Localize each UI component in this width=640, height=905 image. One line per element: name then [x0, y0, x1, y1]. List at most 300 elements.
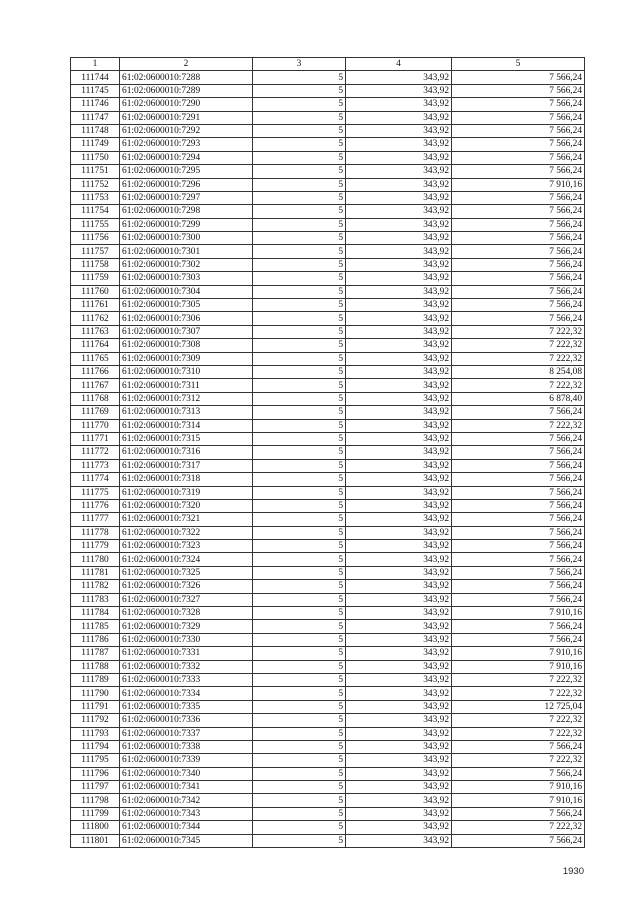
value-cell-3: 5	[253, 178, 346, 191]
cadastral-number-cell: 61:02:0600010:7314	[120, 419, 253, 432]
header-row	[71, 58, 585, 71]
table-row	[71, 673, 585, 686]
value-cell-5: 7 566,24	[452, 232, 585, 245]
value-cell-5: 7 566,24	[452, 218, 585, 231]
value-cell-3: 5	[253, 767, 346, 780]
row-number-cell: 111793	[71, 727, 120, 740]
value-cell-4: 343,92	[346, 258, 452, 271]
value-cell-3: 5	[253, 352, 346, 365]
value-cell-4: 343,92	[346, 620, 452, 633]
value-cell-3: 5	[253, 165, 346, 178]
value-cell-3: 5	[253, 218, 346, 231]
cadastral-number-cell: 61:02:0600010:7291	[120, 111, 253, 124]
cadastral-number-cell: 61:02:0600010:7298	[120, 205, 253, 218]
value-cell-4: 343,92	[346, 473, 452, 486]
table-row	[71, 124, 585, 137]
value-cell-4: 343,92	[346, 406, 452, 419]
value-cell-5: 7 566,24	[452, 620, 585, 633]
value-cell-4: 343,92	[346, 647, 452, 660]
row-number-cell: 111778	[71, 526, 120, 539]
value-cell-4: 343,92	[346, 714, 452, 727]
row-number-cell: 111795	[71, 754, 120, 767]
value-cell-5: 7 566,24	[452, 499, 585, 512]
value-cell-5: 7 566,24	[452, 312, 585, 325]
value-cell-4: 343,92	[346, 794, 452, 807]
value-cell-3: 5	[253, 392, 346, 405]
row-number-cell: 111769	[71, 406, 120, 419]
value-cell-4: 343,92	[346, 660, 452, 673]
value-cell-4: 343,92	[346, 205, 452, 218]
value-cell-4: 343,92	[346, 245, 452, 258]
value-cell-5: 7 566,24	[452, 740, 585, 753]
value-cell-3: 5	[253, 566, 346, 579]
value-cell-5: 7 566,24	[452, 593, 585, 606]
value-cell-4: 343,92	[346, 339, 452, 352]
value-cell-4: 343,92	[346, 513, 452, 526]
value-cell-5: 7 222,32	[452, 339, 585, 352]
value-cell-5: 7 910,16	[452, 178, 585, 191]
cadastral-number-cell: 61:02:0600010:7336	[120, 714, 253, 727]
cadastral-number-cell: 61:02:0600010:7344	[120, 821, 253, 834]
cadastral-number-cell: 61:02:0600010:7311	[120, 379, 253, 392]
column-header-2: 2	[120, 58, 253, 71]
value-cell-4: 343,92	[346, 486, 452, 499]
value-cell-3: 5	[253, 673, 346, 686]
value-cell-4: 343,92	[346, 807, 452, 820]
cadastral-number-cell: 61:02:0600010:7332	[120, 660, 253, 673]
table-row	[71, 191, 585, 204]
value-cell-3: 5	[253, 754, 346, 767]
row-number-cell: 111776	[71, 499, 120, 512]
table-row	[71, 205, 585, 218]
value-cell-3: 5	[253, 419, 346, 432]
table-row	[71, 473, 585, 486]
row-number-cell: 111782	[71, 580, 120, 593]
value-cell-4: 343,92	[346, 191, 452, 204]
value-cell-3: 5	[253, 714, 346, 727]
cadastral-number-cell: 61:02:0600010:7341	[120, 781, 253, 794]
value-cell-3: 5	[253, 191, 346, 204]
column-header-1: 1	[71, 58, 120, 71]
cadastral-number-cell: 61:02:0600010:7310	[120, 365, 253, 378]
value-cell-3: 5	[253, 834, 346, 847]
row-number-cell: 111755	[71, 218, 120, 231]
cadastral-number-cell: 61:02:0600010:7299	[120, 218, 253, 231]
table-row	[71, 553, 585, 566]
value-cell-3: 5	[253, 580, 346, 593]
row-number-cell: 111785	[71, 620, 120, 633]
row-number-cell: 111770	[71, 419, 120, 432]
value-cell-4: 343,92	[346, 540, 452, 553]
value-cell-5: 7 910,16	[452, 607, 585, 620]
page-number: 1930	[562, 866, 584, 877]
table-row	[71, 406, 585, 419]
value-cell-5: 7 566,24	[452, 138, 585, 151]
value-cell-4: 343,92	[346, 459, 452, 472]
value-cell-3: 5	[253, 687, 346, 700]
value-cell-5: 7 566,24	[452, 98, 585, 111]
value-cell-5: 7 566,24	[452, 71, 585, 84]
table-row	[71, 526, 585, 539]
cadastral-number-cell: 61:02:0600010:7328	[120, 607, 253, 620]
value-cell-3: 5	[253, 111, 346, 124]
table-row	[71, 98, 585, 111]
table-row	[71, 513, 585, 526]
value-cell-3: 5	[253, 740, 346, 753]
table-row	[71, 71, 585, 84]
row-number-cell: 111759	[71, 272, 120, 285]
row-number-cell: 111761	[71, 299, 120, 312]
value-cell-4: 343,92	[346, 419, 452, 432]
value-cell-5: 7 566,24	[452, 151, 585, 164]
value-cell-5: 7 566,24	[452, 84, 585, 97]
cadastral-number-cell: 61:02:0600010:7304	[120, 285, 253, 298]
value-cell-3: 5	[253, 124, 346, 137]
value-cell-5: 7 910,16	[452, 660, 585, 673]
value-cell-5: 7 222,32	[452, 754, 585, 767]
value-cell-5: 7 566,24	[452, 767, 585, 780]
value-cell-4: 343,92	[346, 352, 452, 365]
row-number-cell: 111763	[71, 325, 120, 338]
value-cell-5: 7 566,24	[452, 513, 585, 526]
table-row	[71, 714, 585, 727]
value-cell-3: 5	[253, 781, 346, 794]
table-row	[71, 834, 585, 847]
value-cell-5: 7 910,16	[452, 647, 585, 660]
register-table	[70, 57, 585, 848]
value-cell-3: 5	[253, 446, 346, 459]
value-cell-3: 5	[253, 607, 346, 620]
table-row	[71, 111, 585, 124]
cadastral-number-cell: 61:02:0600010:7309	[120, 352, 253, 365]
cadastral-number-cell: 61:02:0600010:7306	[120, 312, 253, 325]
row-number-cell: 111754	[71, 205, 120, 218]
value-cell-5: 7 566,24	[452, 633, 585, 646]
cadastral-number-cell: 61:02:0600010:7319	[120, 486, 253, 499]
cadastral-number-cell: 61:02:0600010:7316	[120, 446, 253, 459]
value-cell-5: 7 566,24	[452, 245, 585, 258]
table-row	[71, 379, 585, 392]
value-cell-3: 5	[253, 499, 346, 512]
table-row	[71, 365, 585, 378]
cadastral-number-cell: 61:02:0600010:7342	[120, 794, 253, 807]
row-number-cell: 111760	[71, 285, 120, 298]
table-row	[71, 754, 585, 767]
value-cell-4: 343,92	[346, 312, 452, 325]
value-cell-4: 343,92	[346, 781, 452, 794]
value-cell-5: 7 222,32	[452, 325, 585, 338]
cadastral-number-cell: 61:02:0600010:7334	[120, 687, 253, 700]
table-row	[71, 821, 585, 834]
value-cell-3: 5	[253, 138, 346, 151]
value-cell-5: 7 566,24	[452, 526, 585, 539]
table-body	[71, 71, 585, 848]
row-number-cell: 111790	[71, 687, 120, 700]
table-row	[71, 781, 585, 794]
row-number-cell: 111777	[71, 513, 120, 526]
value-cell-3: 5	[253, 365, 346, 378]
row-number-cell: 111799	[71, 807, 120, 820]
table-row	[71, 607, 585, 620]
value-cell-5: 7 222,32	[452, 821, 585, 834]
value-cell-4: 343,92	[346, 593, 452, 606]
row-number-cell: 111783	[71, 593, 120, 606]
table-row	[71, 84, 585, 97]
value-cell-5: 7 566,24	[452, 540, 585, 553]
cadastral-number-cell: 61:02:0600010:7338	[120, 740, 253, 753]
value-cell-4: 343,92	[346, 432, 452, 445]
row-number-cell: 111788	[71, 660, 120, 673]
cadastral-number-cell: 61:02:0600010:7321	[120, 513, 253, 526]
row-number-cell: 111748	[71, 124, 120, 137]
row-number-cell: 111764	[71, 339, 120, 352]
value-cell-5: 7 222,32	[452, 714, 585, 727]
row-number-cell: 111762	[71, 312, 120, 325]
value-cell-4: 343,92	[346, 673, 452, 686]
cadastral-number-cell: 61:02:0600010:7345	[120, 834, 253, 847]
cadastral-number-cell: 61:02:0600010:7294	[120, 151, 253, 164]
value-cell-3: 5	[253, 406, 346, 419]
table-row	[71, 633, 585, 646]
column-header-4: 4	[346, 58, 452, 71]
value-cell-4: 343,92	[346, 607, 452, 620]
table-row	[71, 325, 585, 338]
row-number-cell: 111797	[71, 781, 120, 794]
cadastral-number-cell: 61:02:0600010:7320	[120, 499, 253, 512]
value-cell-3: 5	[253, 540, 346, 553]
cadastral-number-cell: 61:02:0600010:7303	[120, 272, 253, 285]
table-row	[71, 794, 585, 807]
value-cell-4: 343,92	[346, 138, 452, 151]
value-cell-4: 343,92	[346, 687, 452, 700]
row-number-cell: 111789	[71, 673, 120, 686]
cadastral-number-cell: 61:02:0600010:7330	[120, 633, 253, 646]
row-number-cell: 111765	[71, 352, 120, 365]
value-cell-3: 5	[253, 285, 346, 298]
table-row	[71, 687, 585, 700]
row-number-cell: 111796	[71, 767, 120, 780]
value-cell-3: 5	[253, 312, 346, 325]
table-row	[71, 178, 585, 191]
value-cell-5: 7 566,24	[452, 272, 585, 285]
cadastral-number-cell: 61:02:0600010:7335	[120, 700, 253, 713]
value-cell-4: 343,92	[346, 325, 452, 338]
cadastral-number-cell: 61:02:0600010:7324	[120, 553, 253, 566]
value-cell-3: 5	[253, 526, 346, 539]
cadastral-number-cell: 61:02:0600010:7340	[120, 767, 253, 780]
value-cell-4: 343,92	[346, 446, 452, 459]
value-cell-5: 7 566,24	[452, 285, 585, 298]
value-cell-5: 7 222,32	[452, 379, 585, 392]
value-cell-5: 7 566,24	[452, 807, 585, 820]
cadastral-number-cell: 61:02:0600010:7323	[120, 540, 253, 553]
table-row	[71, 285, 585, 298]
table-row	[71, 459, 585, 472]
table-row	[71, 660, 585, 673]
value-cell-3: 5	[253, 245, 346, 258]
row-number-cell: 111768	[71, 392, 120, 405]
value-cell-5: 12 725,04	[452, 700, 585, 713]
value-cell-3: 5	[253, 205, 346, 218]
value-cell-5: 7 222,32	[452, 419, 585, 432]
table-row	[71, 245, 585, 258]
value-cell-5: 7 222,32	[452, 727, 585, 740]
value-cell-4: 343,92	[346, 767, 452, 780]
table-row	[71, 727, 585, 740]
row-number-cell: 111749	[71, 138, 120, 151]
value-cell-5: 8 254,08	[452, 365, 585, 378]
cadastral-number-cell: 61:02:0600010:7339	[120, 754, 253, 767]
value-cell-4: 343,92	[346, 379, 452, 392]
value-cell-3: 5	[253, 379, 346, 392]
value-cell-5: 7 566,24	[452, 553, 585, 566]
value-cell-4: 343,92	[346, 754, 452, 767]
value-cell-3: 5	[253, 432, 346, 445]
value-cell-5: 7 566,24	[452, 111, 585, 124]
value-cell-3: 5	[253, 620, 346, 633]
row-number-cell: 111791	[71, 700, 120, 713]
value-cell-4: 343,92	[346, 526, 452, 539]
table-row	[71, 272, 585, 285]
value-cell-5: 7 566,24	[452, 834, 585, 847]
value-cell-3: 5	[253, 821, 346, 834]
cadastral-number-cell: 61:02:0600010:7289	[120, 84, 253, 97]
value-cell-3: 5	[253, 325, 346, 338]
value-cell-3: 5	[253, 339, 346, 352]
value-cell-5: 7 910,16	[452, 781, 585, 794]
value-cell-3: 5	[253, 593, 346, 606]
value-cell-4: 343,92	[346, 821, 452, 834]
table-row	[71, 218, 585, 231]
cadastral-number-cell: 61:02:0600010:7327	[120, 593, 253, 606]
row-number-cell: 111779	[71, 540, 120, 553]
cadastral-number-cell: 61:02:0600010:7318	[120, 473, 253, 486]
value-cell-4: 343,92	[346, 84, 452, 97]
value-cell-4: 343,92	[346, 727, 452, 740]
value-cell-3: 5	[253, 232, 346, 245]
value-cell-3: 5	[253, 486, 346, 499]
value-cell-5: 7 566,24	[452, 566, 585, 579]
value-cell-5: 7 566,24	[452, 473, 585, 486]
value-cell-4: 343,92	[346, 285, 452, 298]
value-cell-5: 7 566,24	[452, 486, 585, 499]
row-number-cell: 111772	[71, 446, 120, 459]
row-number-cell: 111758	[71, 258, 120, 271]
row-number-cell: 111751	[71, 165, 120, 178]
row-number-cell: 111750	[71, 151, 120, 164]
table-row	[71, 499, 585, 512]
row-number-cell: 111775	[71, 486, 120, 499]
table-row	[71, 232, 585, 245]
value-cell-5: 7 566,24	[452, 165, 585, 178]
cadastral-number-cell: 61:02:0600010:7326	[120, 580, 253, 593]
table-row	[71, 580, 585, 593]
table-row	[71, 258, 585, 271]
cadastral-number-cell: 61:02:0600010:7337	[120, 727, 253, 740]
value-cell-5: 7 566,24	[452, 258, 585, 271]
value-cell-5: 7 566,24	[452, 299, 585, 312]
row-number-cell: 111798	[71, 794, 120, 807]
value-cell-5: 7 222,32	[452, 673, 585, 686]
table-row	[71, 446, 585, 459]
value-cell-5: 7 566,24	[452, 406, 585, 419]
row-number-cell: 111792	[71, 714, 120, 727]
value-cell-5: 7 566,24	[452, 205, 585, 218]
column-header-5: 5	[452, 58, 585, 71]
cadastral-number-cell: 61:02:0600010:7325	[120, 566, 253, 579]
value-cell-4: 343,92	[346, 299, 452, 312]
row-number-cell: 111787	[71, 647, 120, 660]
value-cell-5: 7 566,24	[452, 124, 585, 137]
value-cell-4: 343,92	[346, 218, 452, 231]
value-cell-4: 343,92	[346, 566, 452, 579]
value-cell-5: 7 222,32	[452, 352, 585, 365]
cadastral-number-cell: 61:02:0600010:7343	[120, 807, 253, 820]
value-cell-3: 5	[253, 794, 346, 807]
value-cell-4: 343,92	[346, 365, 452, 378]
table-row	[71, 432, 585, 445]
table-row	[71, 540, 585, 553]
value-cell-3: 5	[253, 727, 346, 740]
cadastral-number-cell: 61:02:0600010:7313	[120, 406, 253, 419]
table-header	[71, 58, 585, 71]
row-number-cell: 111747	[71, 111, 120, 124]
table-row	[71, 620, 585, 633]
value-cell-3: 5	[253, 459, 346, 472]
table-row	[71, 165, 585, 178]
cadastral-number-cell: 61:02:0600010:7305	[120, 299, 253, 312]
table-row	[71, 339, 585, 352]
row-number-cell: 111784	[71, 607, 120, 620]
value-cell-4: 343,92	[346, 834, 452, 847]
value-cell-5: 7 566,24	[452, 446, 585, 459]
row-number-cell: 111781	[71, 566, 120, 579]
value-cell-4: 343,92	[346, 499, 452, 512]
row-number-cell: 111744	[71, 71, 120, 84]
value-cell-5: 6 878,40	[452, 392, 585, 405]
cadastral-number-cell: 61:02:0600010:7315	[120, 432, 253, 445]
row-number-cell: 111745	[71, 84, 120, 97]
cadastral-number-cell: 61:02:0600010:7295	[120, 165, 253, 178]
row-number-cell: 111756	[71, 232, 120, 245]
table-row	[71, 566, 585, 579]
row-number-cell: 111757	[71, 245, 120, 258]
value-cell-3: 5	[253, 98, 346, 111]
table-row	[71, 593, 585, 606]
table-row	[71, 767, 585, 780]
value-cell-4: 343,92	[346, 178, 452, 191]
value-cell-4: 343,92	[346, 392, 452, 405]
value-cell-3: 5	[253, 272, 346, 285]
value-cell-4: 343,92	[346, 740, 452, 753]
value-cell-4: 343,92	[346, 272, 452, 285]
row-number-cell: 111786	[71, 633, 120, 646]
cadastral-number-cell: 61:02:0600010:7302	[120, 258, 253, 271]
value-cell-5: 7 566,24	[452, 191, 585, 204]
cadastral-number-cell: 61:02:0600010:7296	[120, 178, 253, 191]
cadastral-number-cell: 61:02:0600010:7297	[120, 191, 253, 204]
cadastral-number-cell: 61:02:0600010:7300	[120, 232, 253, 245]
value-cell-5: 7 566,24	[452, 580, 585, 593]
cadastral-number-cell: 61:02:0600010:7317	[120, 459, 253, 472]
value-cell-4: 343,92	[346, 111, 452, 124]
value-cell-3: 5	[253, 258, 346, 271]
value-cell-5: 7 910,16	[452, 794, 585, 807]
row-number-cell: 111746	[71, 98, 120, 111]
table-row	[71, 700, 585, 713]
value-cell-4: 343,92	[346, 580, 452, 593]
cadastral-number-cell: 61:02:0600010:7322	[120, 526, 253, 539]
